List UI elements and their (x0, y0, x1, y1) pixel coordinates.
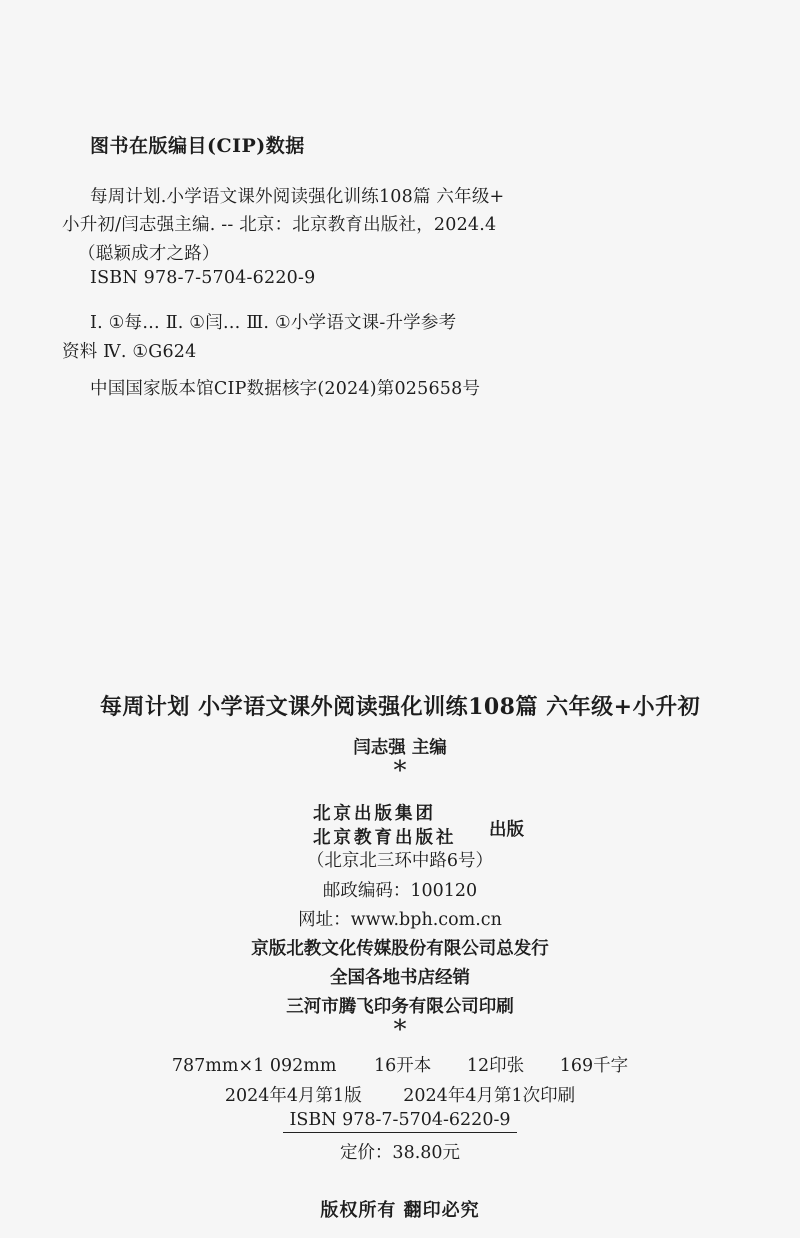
editor-line: 闫志强 主编 (353, 738, 447, 758)
cip-line-series: （聪颖成才之路） (78, 244, 220, 264)
cip-line-title: 每周计划.小学语文课外阅读强化训练108篇 六年级+ (90, 187, 505, 207)
publisher-name: 北京教育出版社 (313, 828, 457, 848)
publisher-suffix: 出版 (489, 820, 524, 840)
seller: 全国各地书店经销 (330, 968, 470, 988)
isbn: ISBN 978-7-5704-6220-9 (283, 1110, 516, 1133)
spec-word-count: 169千字 (559, 1056, 629, 1076)
separator-star-2: * (393, 1015, 407, 1045)
publisher-group-name: 北京出版集团 (313, 804, 436, 824)
cip-line-author: 小升初/闫志强主编. -- 北京：北京教育出版社，2024.4 (62, 215, 497, 235)
cip-line-isbn: ISBN 978-7-5704-6220-9 (90, 268, 316, 288)
edition-info (0, 1082, 800, 1107)
spec-sheets: 12印张 (466, 1056, 525, 1076)
cip-line-classification-cont: 资料 Ⅳ. ①G624 (62, 342, 197, 362)
separator-star-1: * (393, 756, 407, 786)
printing-number: 2024年4月第1次印刷 (403, 1086, 576, 1106)
cip-heading: 图书在版编目(CIP)数据 (90, 135, 305, 157)
publisher-address: （北京北三环中路6号） (306, 851, 494, 871)
edition-number: 2024年4月第1版 (224, 1086, 362, 1106)
spec-format: 787mm×1 092mm (171, 1056, 337, 1076)
price: 定价：38.80元 (339, 1143, 461, 1163)
isbn-line (0, 1110, 800, 1130)
spec-folio: 16开本 (374, 1056, 432, 1076)
cip-line-classification: Ⅰ. ①每… Ⅱ. ①闫… Ⅲ. ①小学语文课-升学参考 (90, 313, 457, 333)
copyright-notice: 版权所有 翻印必究 (320, 1200, 480, 1221)
book-title: 每周计划 小学语文课外阅读强化训练108篇 六年级+小升初 (99, 694, 701, 720)
printer: 三河市腾飞印务有限公司印刷 (286, 997, 514, 1017)
distributor: 京版北教文化传媒股份有限公司总发行 (251, 939, 549, 959)
cip-line-record-number: 中国国家版本馆CIP数据核字(2024)第025658号 (90, 379, 481, 399)
postcode: 邮政编码：100120 (322, 881, 478, 901)
book-specs (0, 1052, 800, 1077)
website: 网址：www.bph.com.cn (298, 910, 502, 930)
